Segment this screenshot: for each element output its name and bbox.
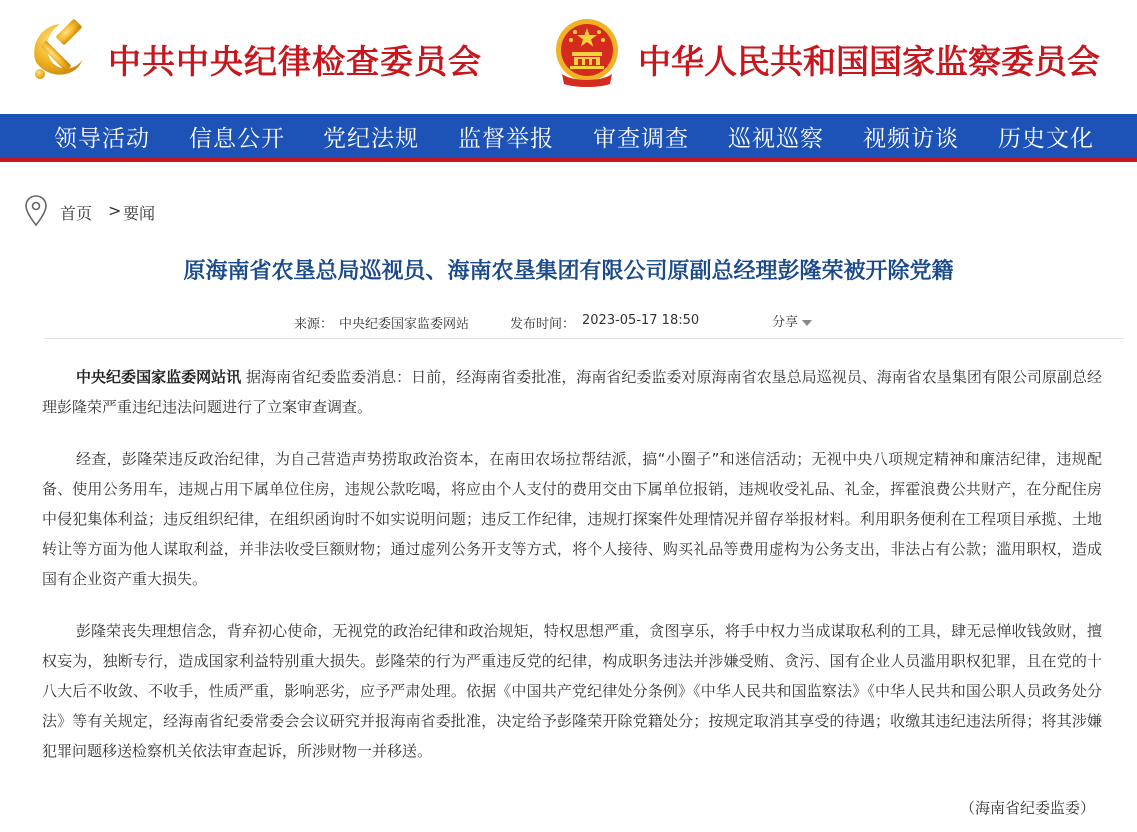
nav-item-info[interactable]: 信息公开 <box>189 126 285 152</box>
nav-item-investigation[interactable]: 审查调查 <box>593 126 689 152</box>
paragraph-1-text: 据海南省纪委监委消息：日前，经海南省委批准，海南省纪委监委对原海南省农垦总局巡视员、海南省农垦集团有限公司原副总经理彭隆荣严重违纪违法问题进行了立案审查调查。 <box>42 368 1102 416</box>
paragraph-3: 彭隆荣丧失理想信念，背弃初心使命，无视党的政治纪律和政治规矩，特权思想严重，贪图享乐，将手中权力当成谋取私利的工具，肆无忌惮收钱敛财，擅权妄为，独断专行，造成国家利益特别重大损失。彭隆荣的行为严重违反党的纪律，构成职务违法并涉嫌受贿、贪污、国有企业人员滥用职权犯罪，且在党的十八大后不收敛、不收手，性质严重，影响恶劣，应予严肃处理。依据《中国共产党纪律处分条例》《中华人民共和国监察法》《中华人民共和国公职人员政务处分法》等有关规定，经海南省纪委常委会会议研究并报海南省委批准，决定给予彭隆荣开除党籍处分；按规定取消其享受的待遇；收缴其违纪违法所得；将其涉嫌犯罪问题移送检察机关依法审查起诉，所涉财物一并移送。 <box>42 622 1102 760</box>
nsc-title: 中华人民共和国国家监察委员会 <box>638 42 1100 81</box>
article-title: 原海南省农垦总局巡视员、海南农垦集团有限公司原副总经理彭隆荣被开除党籍 <box>183 259 954 284</box>
party-emblem-icon[interactable] <box>26 18 92 84</box>
article-signature: （海南省纪委监委） <box>959 799 1095 817</box>
main-nav <box>0 114 1137 162</box>
paragraph-2: 经查，彭隆荣违反政治纪律，为自己营造声势捞取政治资本，在南田农场拉帮结派，搞“小圈子”和迷信活动；无视中央八项规定精神和廉洁纪律，违规配备、使用公务用车，违规占用下属单位住房，违规公款吃喝，将应由个人支付的费用交由下属单位报销，违规收受礼品、礼金，挥霍浪费公共财产，在分配住房中侵犯集体利益；违反组织纪律，在组织函询时不如实说明问题；违反工作纪律，违规打探案件处理情况并留存举报材料。利用职务便利在工程项目承揽、土地转让等方面为他人谋取利益，并非法收受巨额财物；通过虚列公务开支等方式，将个人接待、购买礼品等费用虚构为公务支出，非法占有公款；滥用职权，造成国有企业资产重大损失。 <box>42 450 1102 588</box>
nav-item-report[interactable]: 监督举报 <box>458 126 554 152</box>
source-label: 来源： <box>294 317 334 332</box>
source-value: 中央纪委国家监委网站 <box>339 317 470 332</box>
nav-item-leadership[interactable]: 领导活动 <box>54 126 150 152</box>
breadcrumb-news-link[interactable]: 要闻 <box>123 204 156 223</box>
national-emblem-icon[interactable] <box>552 16 622 88</box>
location-pin-icon <box>24 195 48 227</box>
publish-time-label: 发布时间： <box>510 317 576 332</box>
nav-item-history[interactable]: 历史文化 <box>998 126 1094 152</box>
share-label: 分享 <box>772 315 799 330</box>
breadcrumb-separator: > <box>108 201 122 220</box>
divider <box>44 338 1124 339</box>
nav-item-regulations[interactable]: 党纪法规 <box>323 126 419 152</box>
cpc-ccdi-title: 中共中央纪律检查委员会 <box>108 42 482 81</box>
nav-item-video[interactable]: 视频访谈 <box>863 126 959 152</box>
nav-item-inspection[interactable]: 巡视巡察 <box>728 126 824 152</box>
chevron-down-icon <box>802 320 812 326</box>
publish-time-value: 2023-05-17 18:50 <box>582 313 700 328</box>
paragraph-1 <box>42 362 1102 422</box>
breadcrumb-home-link[interactable]: 首页 <box>60 204 93 223</box>
article-body <box>42 362 1102 788</box>
lead-source: 中央纪委国家监委网站讯 <box>76 368 242 386</box>
site-header <box>0 0 1137 114</box>
share-button[interactable] <box>772 311 812 330</box>
